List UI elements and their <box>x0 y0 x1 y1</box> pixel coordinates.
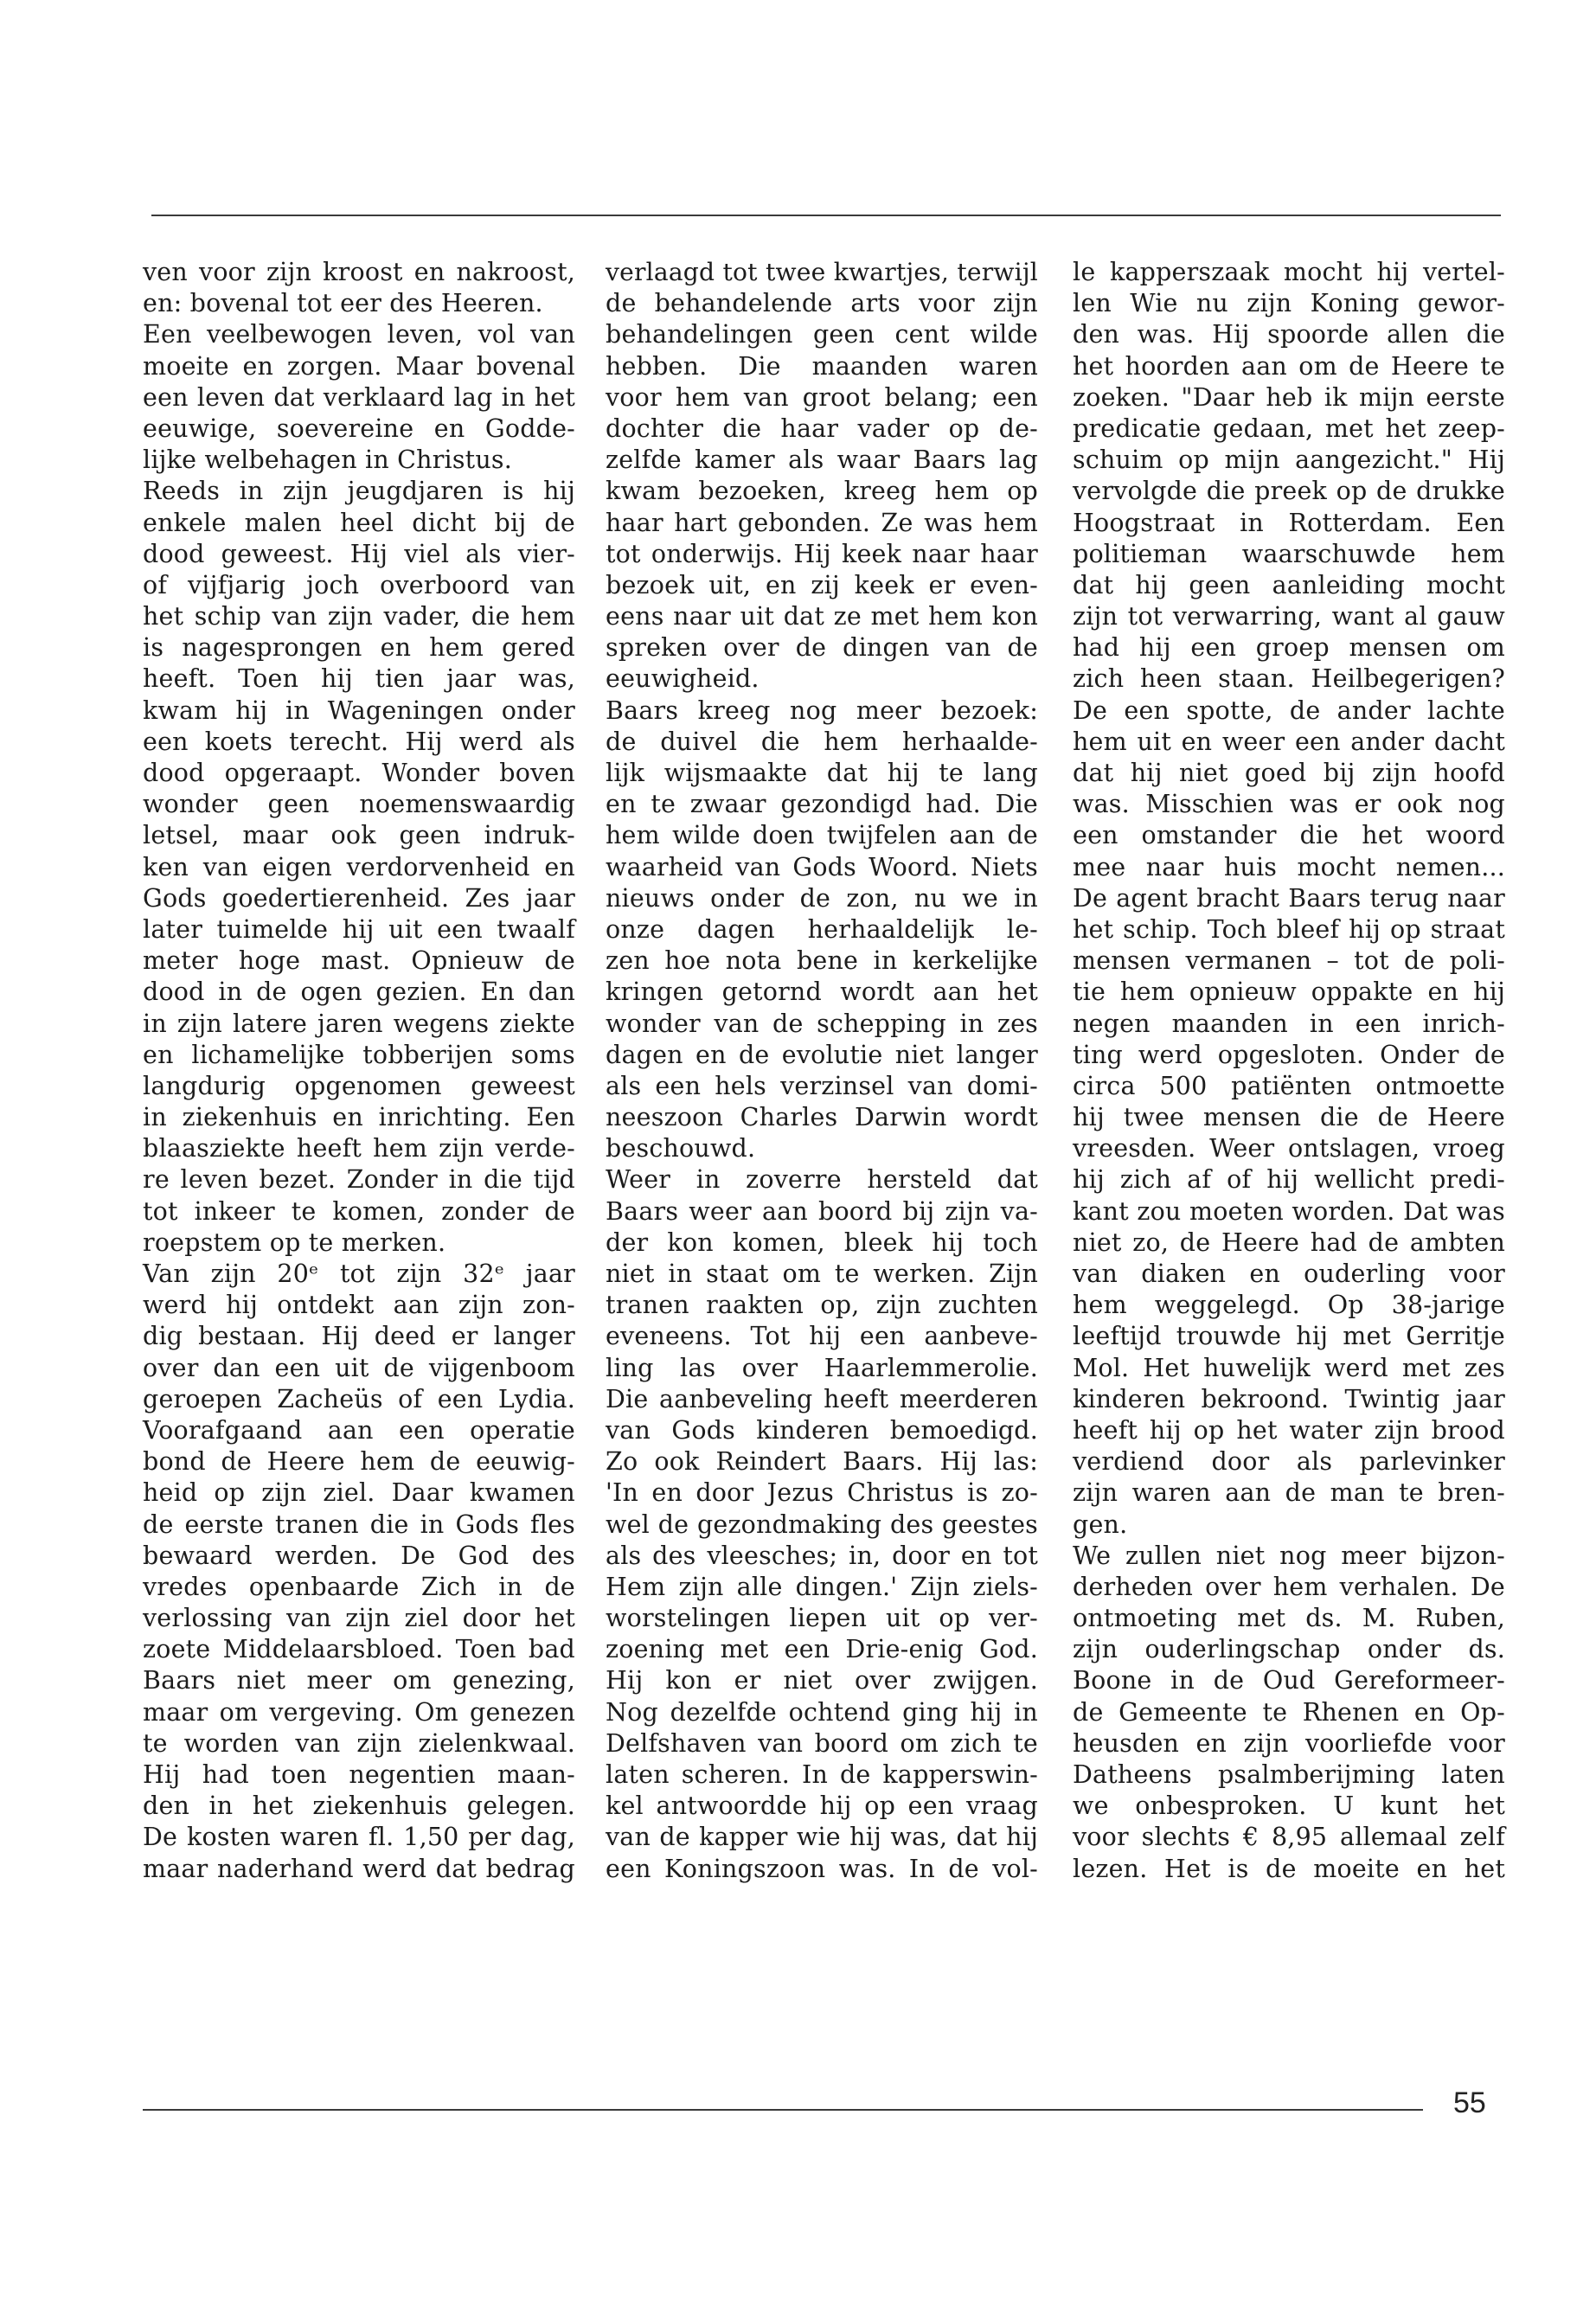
text-line: een leven dat verklaard lag in het <box>143 382 575 412</box>
text-line: eeuwige, soevereine en Godde- <box>143 413 575 443</box>
text-line: dagen en de evolutie niet langer <box>606 1040 1038 1069</box>
text-line: predicatie gedaan, met het zeep- <box>1073 413 1505 443</box>
text-line: 'In en door Jezus Christus is zo- <box>606 1478 1038 1508</box>
text-line: werd hij ontdekt aan zijn zon- <box>143 1291 575 1320</box>
text-line: de eerste tranen die in Gods fles <box>143 1509 575 1539</box>
text-line: Zo ook Reindert Baars. Hij las: <box>606 1447 1038 1477</box>
text-line: bewaard werden. De God des <box>143 1541 575 1570</box>
text-line: zelfde kamer als waar Baars lag <box>606 445 1038 475</box>
text-line: mensen vermanen – tot de poli- <box>1073 946 1505 976</box>
text-line: Hem zijn alle dingen.' Zijn ziels- <box>606 1572 1038 1601</box>
text-line: het schip van zijn vader, die hem <box>143 602 575 631</box>
text-line: ling las over Haarlemmerolie. <box>606 1353 1038 1382</box>
text-line: dood geweest. Hij viel als vier- <box>143 539 575 568</box>
text-line: het hoorden aan om de Heere te <box>1073 351 1505 381</box>
text-line: dig bestaan. Hij deed er langer <box>143 1322 575 1351</box>
text-line: zen hoe nota bene in kerkelijke <box>606 946 1038 976</box>
text-line: ting werd opgesloten. Onder de <box>1073 1040 1505 1069</box>
text-line: Delfshaven van boord om zich te <box>606 1728 1038 1758</box>
text-line: leeftijd trouwde hij met Gerritje <box>1073 1322 1505 1351</box>
text-line: De een spotte, de ander lachte <box>1073 695 1505 725</box>
text-line: blaasziekte heeft hem zijn verde- <box>143 1134 575 1163</box>
text-line: in zijn latere jaren wegens ziekte <box>143 1009 575 1038</box>
text-line: van Gods kinderen bemoedigd. <box>606 1415 1038 1445</box>
text-line: eeuwigheid. <box>606 664 760 694</box>
text-line: roepstem op te merken. <box>143 1227 446 1257</box>
text-line: te worden van zijn zielenkwaal. <box>143 1728 575 1758</box>
text-line: dood opgeraapt. Wonder boven <box>143 759 575 787</box>
text-line: en: bovenal tot eer des Heeren. <box>143 289 543 318</box>
text-line: zoeken. "Daar heb ik mijn eerste <box>1073 382 1505 412</box>
text-line: lijk wijsmaakte dat hij te lang <box>606 759 1038 787</box>
text-line: zich heen staan. Heilbegerigen? <box>1073 664 1505 694</box>
text-line: voor hem van groot belang; een <box>606 382 1038 412</box>
text-line: hem wilde doen twijfelen aan de <box>606 821 1038 850</box>
text-line: mee naar huis mocht nemen... <box>1073 852 1505 881</box>
text-line: den was. Hij spoorde allen die <box>1073 320 1505 349</box>
text-line: eveneens. Tot hij een aanbeve- <box>606 1322 1038 1351</box>
text-line: spreken over de dingen van de <box>606 633 1038 663</box>
text-line: vervolgde die preek op de drukke <box>1073 477 1505 506</box>
text-line: lezen. Het is de moeite en het <box>1073 1854 1505 1883</box>
text-line: en te zwaar gezondigd had. Die <box>606 790 1038 819</box>
text-line: Baars niet meer om genezing, <box>143 1666 575 1695</box>
text-line: laten scheren. In de kapperswin- <box>606 1760 1038 1789</box>
footer-rule <box>143 2109 1423 2111</box>
text-line: hem weggelegd. Op 38-jarige <box>1073 1291 1505 1320</box>
text-line: van diaken en ouderling voor <box>1073 1259 1505 1288</box>
text-line: nieuws onder de zon, nu we in <box>606 883 1038 913</box>
text-line: eens naar uit dat ze met hem kon <box>606 602 1038 631</box>
text-line: later tuimelde hij uit een twaalf <box>143 914 575 944</box>
text-line: kwam bezoeken, kreeg hem op <box>606 477 1038 506</box>
text-line: en lichamelijke tobberijen soms <box>143 1040 575 1069</box>
text-line: is nagesprongen en hem gered <box>143 633 575 663</box>
text-line: verlaagd tot twee kwartjes, terwijl <box>606 258 1038 286</box>
text-line: wonder geen noemenswaardig <box>143 790 575 819</box>
text-line: kant zou moeten worden. Dat was <box>1073 1196 1505 1226</box>
text-line: tot onderwijs. Hij keek naar haar <box>606 539 1038 568</box>
text-line: negen maanden in een inrich- <box>1073 1009 1505 1038</box>
text-line: of vijfjarig joch overboord van <box>143 570 575 599</box>
text-line: heusden en zijn voorliefde voor <box>1073 1728 1505 1758</box>
text-line: dat hij niet goed bij zijn hoofd <box>1073 759 1505 787</box>
text-line: waarheid van Gods Woord. Niets <box>606 852 1038 881</box>
text-line: Voorafgaand aan een operatie <box>143 1415 575 1445</box>
text-line: over dan een uit de vijgenboom <box>143 1353 575 1382</box>
text-line: De kosten waren fl. 1,50 per dag, <box>143 1823 575 1852</box>
text-line: vreesden. Weer ontslagen, vroeg <box>1073 1134 1505 1163</box>
text-line: had hij een groep mensen om <box>1073 633 1505 663</box>
text-line: Weer in zoverre hersteld dat <box>606 1165 1038 1195</box>
text-line: We zullen niet nog meer bijzon- <box>1073 1541 1505 1570</box>
text-line: circa 500 patiënten ontmoette <box>1073 1071 1505 1100</box>
text-line: meter hoge mast. Opnieuw de <box>143 946 575 976</box>
text-line: zoete Middelaarsbloed. Toen bad <box>143 1635 575 1664</box>
text-line: een koets terecht. Hij werd als <box>143 727 575 756</box>
text-line: Een veelbewogen leven, vol van <box>143 320 575 349</box>
text-line: vredes openbaarde Zich in de <box>143 1572 575 1601</box>
text-line: derheden over hem verhalen. De <box>1073 1572 1505 1601</box>
text-column-2 <box>606 257 1038 1885</box>
text-line: was. Misschien was er ook nog <box>1073 790 1505 819</box>
text-line: dood in de ogen gezien. En dan <box>143 977 575 1007</box>
text-line: den in het ziekenhuis gelegen. <box>143 1791 575 1821</box>
text-line: letsel, maar ook geen indruk- <box>143 821 575 850</box>
text-line: zijn waren aan de man te bren- <box>1073 1478 1505 1508</box>
page-number: 55 <box>1453 2086 1486 2119</box>
text-line: Hoogstraat in Rotterdam. Een <box>1073 508 1505 537</box>
text-line: tot inkeer te komen, zonder de <box>143 1196 575 1226</box>
text-line: als een hels verzinsel van domi- <box>606 1071 1038 1100</box>
text-line: niet zo, de Heere had de ambten <box>1073 1227 1505 1257</box>
text-line: tie hem opnieuw oppakte en hij <box>1073 977 1505 1007</box>
text-line: niet in staat om te werken. Zijn <box>606 1259 1038 1288</box>
text-line: maar naderhand werd dat bedrag <box>143 1854 575 1883</box>
text-line: neeszoon Charles Darwin wordt <box>606 1103 1038 1132</box>
text-line: wel de gezondmaking des geestes <box>606 1509 1038 1539</box>
text-line: zoening met een Drie-enig God. <box>606 1635 1038 1664</box>
text-line: Baars kreeg nog meer bezoek: <box>606 695 1038 725</box>
text-line: hem uit en weer een ander dacht <box>1073 727 1505 756</box>
text-line: langdurig opgenomen geweest <box>143 1071 575 1100</box>
text-line: het schip. Toch bleef hij op straat <box>1073 914 1505 944</box>
text-line: Van zijn 20ᵉ tot zijn 32ᵉ jaar <box>143 1259 575 1288</box>
text-line: voor slechts € 8,95 allemaal zelf <box>1073 1823 1505 1852</box>
text-line: in ziekenhuis en inrichting. Een <box>143 1103 575 1132</box>
text-line: tranen raakten op, zijn zuchten <box>606 1291 1038 1320</box>
text-line: we onbesproken. U kunt het <box>1073 1791 1505 1821</box>
text-line: haar hart gebonden. Ze was hem <box>606 508 1038 537</box>
text-line: schuim op mijn aangezicht." Hij <box>1073 445 1505 475</box>
text-line: Gods goedertierenheid. Zes jaar <box>143 883 575 913</box>
text-line: verlossing van zijn ziel door het <box>143 1604 575 1633</box>
text-line: Reeds in zijn jeugdjaren is hij <box>143 477 575 506</box>
text-line: Nog dezelfde ochtend ging hij in <box>606 1697 1038 1727</box>
text-line: re leven bezet. Zonder in die tijd <box>143 1165 575 1195</box>
text-line: ken van eigen verdorvenheid en <box>143 852 575 881</box>
text-line: een omstander die het woord <box>1073 821 1505 850</box>
text-line: worstelingen liepen uit op ver- <box>606 1604 1038 1633</box>
text-line: kel antwoordde hij op een vraag <box>606 1791 1038 1821</box>
text-line: kinderen bekroond. Twintig jaar <box>1073 1384 1505 1413</box>
text-line: ven voor zijn kroost en nakroost, <box>143 258 575 286</box>
text-line: wonder van de schepping in zes <box>606 1009 1038 1038</box>
text-line: heeft hij op het water zijn brood <box>1073 1415 1505 1445</box>
text-line: dat hij geen aanleiding mocht <box>1073 570 1505 599</box>
text-line: de duivel die hem herhaalde- <box>606 727 1038 756</box>
text-line: verdiend door als parlevinker <box>1073 1447 1505 1477</box>
text-line: len Wie nu zijn Koning gewor- <box>1073 289 1505 318</box>
text-line: Boone in de Oud Gereformeer- <box>1073 1666 1505 1695</box>
text-line: heid op zijn ziel. Daar kwamen <box>143 1478 575 1508</box>
text-line: Datheens psalmberijming laten <box>1073 1760 1505 1789</box>
text-line: bond de Heere hem de eeuwig- <box>143 1447 575 1477</box>
text-line: politieman waarschuwde hem <box>1073 539 1505 568</box>
text-line: heeft. Toen hij tien jaar was, <box>143 664 575 694</box>
text-line: beschouwd. <box>606 1134 756 1163</box>
text-line: Baars weer aan boord bij zijn va- <box>606 1196 1038 1226</box>
text-line: kringen getornd wordt aan het <box>606 977 1038 1007</box>
text-line: Die aanbeveling heeft meerderen <box>606 1384 1038 1413</box>
text-line: Hij kon er niet over zwijgen. <box>606 1666 1038 1695</box>
text-column-1 <box>143 257 575 1885</box>
text-line: onze dagen herhaaldelijk le- <box>606 914 1038 944</box>
text-line: de Gemeente te Rhenen en Op- <box>1073 1697 1505 1727</box>
text-line: le kapperszaak mocht hij vertel- <box>1073 258 1505 286</box>
text-line: van de kapper wie hij was, dat hij <box>606 1823 1038 1852</box>
text-line: Mol. Het huwelijk werd met zes <box>1073 1353 1505 1382</box>
text-line: maar om vergeving. Om genezen <box>143 1697 575 1727</box>
text-line: kwam hij in Wageningen onder <box>143 695 575 725</box>
text-line: enkele malen heel dicht bij de <box>143 508 575 537</box>
text-line: een Koningszoon was. In de vol- <box>606 1854 1038 1883</box>
text-line: Hij had toen negentien maan- <box>143 1760 575 1789</box>
text-column-3 <box>1073 257 1505 1885</box>
text-line: hij twee mensen die de Heere <box>1073 1103 1505 1132</box>
header-rule <box>151 215 1501 216</box>
text-line: zijn ouderlingschap onder ds. <box>1073 1635 1505 1664</box>
text-line: zijn tot verwarring, want al gauw <box>1073 602 1505 631</box>
text-line: als des vleesches; in, door en tot <box>606 1541 1038 1570</box>
text-line: gen. <box>1073 1509 1128 1539</box>
text-line: De agent bracht Baars terug naar <box>1073 883 1505 913</box>
text-line: lijke welbehagen in Christus. <box>143 445 512 475</box>
text-line: geroepen Zacheüs of een Lydia. <box>143 1384 575 1413</box>
text-line: ontmoeting met ds. M. Ruben, <box>1073 1604 1505 1633</box>
text-line: hij zich af of hij wellicht predi- <box>1073 1165 1505 1195</box>
text-line: de behandelende arts voor zijn <box>606 289 1038 318</box>
text-line: der kon komen, bleek hij toch <box>606 1227 1038 1257</box>
text-line: hebben. Die maanden waren <box>606 351 1038 381</box>
text-line: dochter die haar vader op de- <box>606 413 1038 443</box>
text-line: behandelingen geen cent wilde <box>606 320 1038 349</box>
text-line: moeite en zorgen. Maar bovenal <box>143 351 575 381</box>
text-line: bezoek uit, en zij keek er even- <box>606 570 1038 599</box>
